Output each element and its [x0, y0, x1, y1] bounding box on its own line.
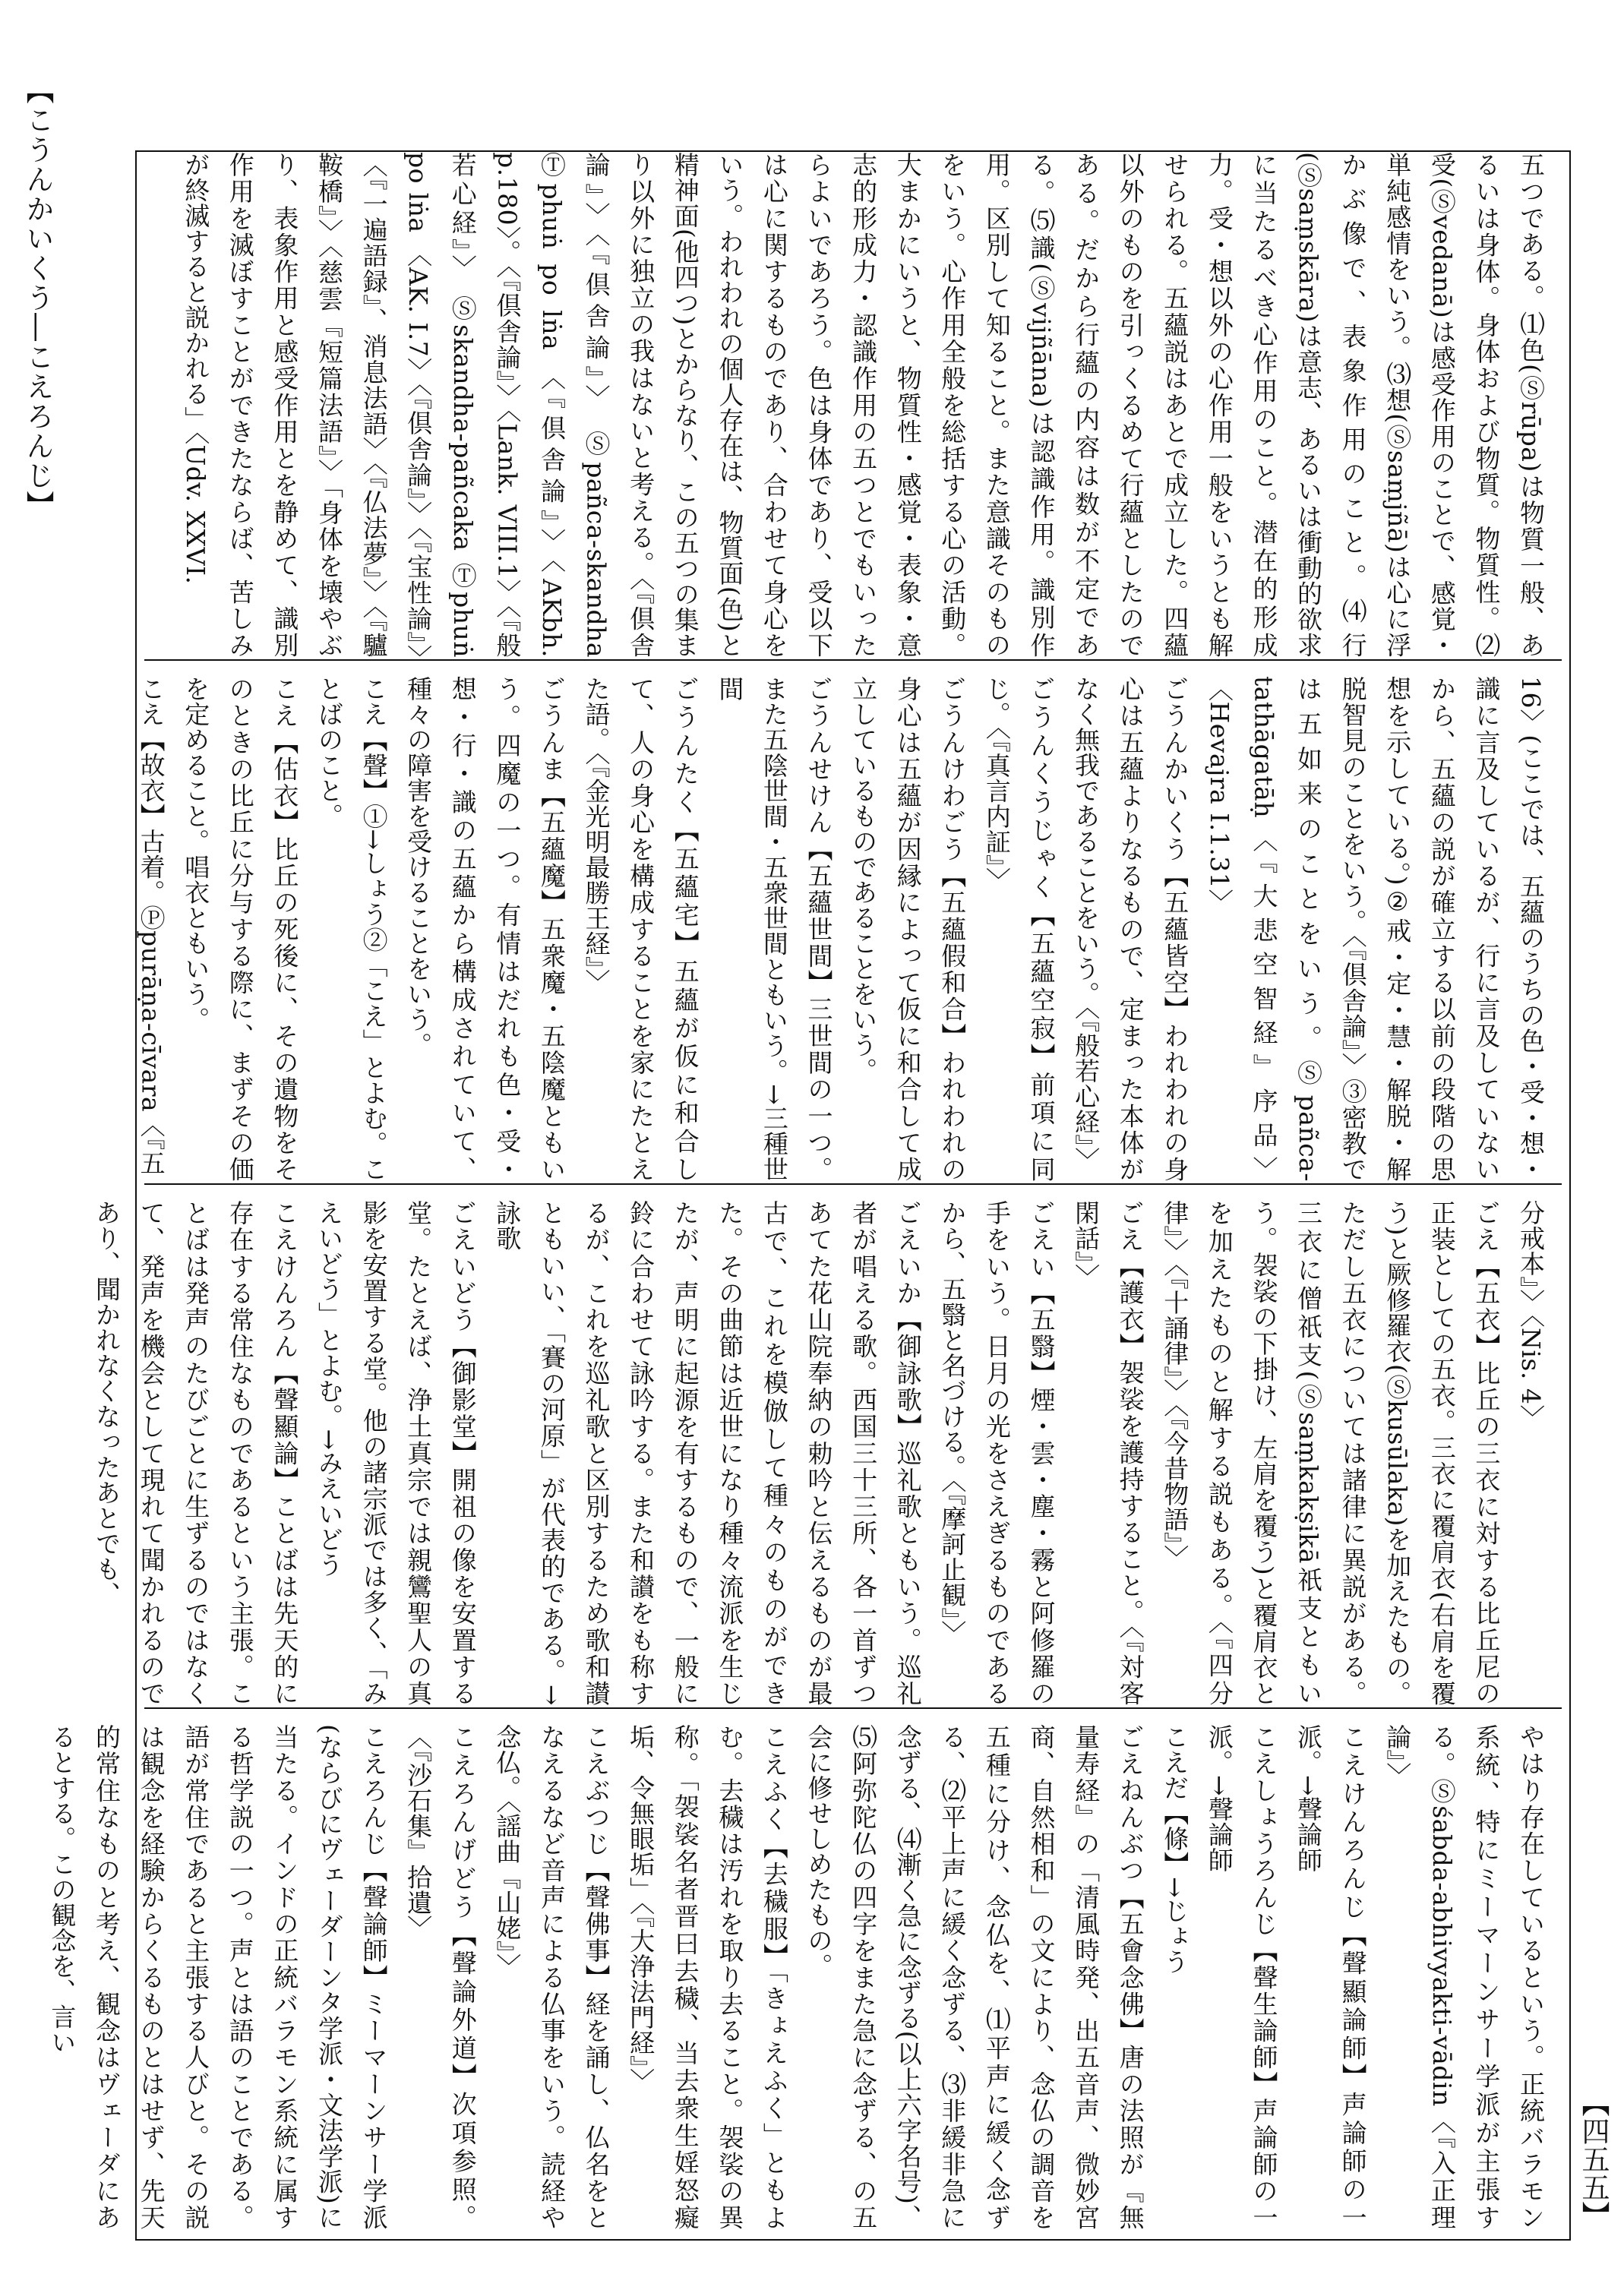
entry-text: 16〉(ここでは、五蘊のうちの色・受・想・識に言及しているが、行に言及していないから、五蘊の説が確立する以前の段階の思想を示している。)②戒・定・慧・解脱・解脱智見のことをいう。〈『倶舎論』〉③密教では五如来のことをいう。Ⓢpañca-tathāgatāḥ〈『大悲空智経』序品〉〈Hevajra I.1.31〉	[1204, 676, 1546, 1182]
dictionary-entry: ごうんくうじゃく【五蘊空寂】前項に同じ。〈『真言内証』〉	[981, 676, 1057, 1182]
dictionary-entry: ごえ【護衣】袈裟を護持すること。〈『対客閑話』〉	[1071, 1200, 1145, 1706]
dictionary-entry: こえけんろんじ【聲顯論師】声論師の一派。→聲論師	[1294, 1724, 1368, 2230]
dictionary-entry: こえ【故衣】古着。Ⓟpurāṇa-cīvara〈『五	[136, 676, 166, 1176]
dictionary-entry: ごえ【五衣】比丘の三衣に対する比丘尼の正装としての五衣。三衣に覆肩衣(右肩を覆う)と厥修羅衣(Ⓢkusūlaka)を加えたもの。ただし五衣については諸律に異説がある。三衣に僧祇支(Ⓢsaṃkakṣikā祇支ともいう。袈裟の下掛け、左肩を覆う)と覆肩衣とを加えたものと解する説もある。〈『四分律』〉〈『十誦律』〉〈『今昔物語』〉	[1160, 1200, 1502, 1706]
dictionary-entry: ごえいか【御詠歌】巡礼歌ともいう。巡礼者が唱える歌。西国三十三所、各一首ずつあてた花山院奉納の勅吟と伝えるものが最古で、これを模倣して種々のものができた。その曲節は近世になり種々流派を生じたが、声明に起源を有するもので、一般に鈴に合わせて詠吟する。また和讃をも称するが、これを巡礼歌と区別するため歌和讃ともいい、「賽の河原」が代表的である。→詠歌	[492, 1200, 923, 1706]
tier-4	[47, 1724, 1569, 2230]
dictionary-entry: こえろんじ【聲論師】ミーマーンサー学派(ならびにヴェーダーンタ学派・文法学派)に当たる。インドの正統バラモン系統に属する哲学説の一つ。声とは語のことである。語が常住であると主張する人びと。その説は観念を経験からくるものとはせず、先天的常住なものと考え、観念はヴェーダにあるとする。この観念を、言い	[47, 1724, 389, 2230]
dictionary-entry: ごうんせけん【五蘊世間】三世間の一つ。また五陰世間・五衆世間ともいう。→三種世間	[715, 676, 834, 1182]
page-frame	[47, 150, 1571, 2241]
entry-text: やはり存在しているという。正統バラモン系統、特にミーマーンサー学派が主張する。Ⓢśabda-abhivyakti-vādin〈『入正理論』〉	[1382, 1724, 1546, 2230]
dictionary-entry: こえしょうろんじ【聲生論師】声論師の一派。→聲論師	[1204, 1724, 1279, 2230]
dictionary-entry: こえろんげどう【聲論外道】次項参照。〈『沙石集』拾遺〉	[403, 1724, 478, 2230]
dictionary-entry: こえ【估衣】比丘の死後に、その遺物をそのときの比丘に分与する際に、まずその価を定めること。唱衣ともいう。	[181, 676, 300, 1182]
tier-1	[137, 152, 1569, 658]
dictionary-entry: こえけんろん【聲顯論】ことばは先天的に存在する常住なものであるという主張。ことばは発声のたびごとに生ずるのではなくて、発声を機会として現れて聞かれるのであり、聞かれなくなったあとでも、	[92, 1200, 300, 1706]
dictionary-entry: ごうんたく【五蘊宅】五蘊が仮に和合して、人の身心を構成することを家にたとえた語。〈『金光明最勝王経』〉	[581, 676, 700, 1182]
entry-text: 分戒本』〉〈Nis. 4〉	[1516, 1200, 1546, 1430]
dictionary-entry: ごうんけわごう【五蘊假和合】われわれの身心は五蘊が因縁によって仮に和合して成立しているものであることをいう。	[848, 676, 968, 1182]
dictionary-entry: ごうんかいくう【五蘊皆空】われわれの身心は五蘊よりなるもので、定まった本体がなく無我であることをいう。〈『般若心経』〉	[1071, 676, 1190, 1182]
tier-2	[137, 676, 1569, 1182]
tier-divider	[144, 1183, 1562, 1185]
entry-text: 五つである。⑴色(Ⓢrūpa)は物質一般、あるいは身体。身体および物質。物質性。⑵受(Ⓢvedanā)は感受作用のことで、感覚・単純感情をいう。⑶想(Ⓢsaṃjñā)は心に浮かぶ像で、表象作用のこと。⑷行(Ⓢsaṃskāra)は意志、あるいは衝動的欲求に当たるべき心作用のこと。潜在的形成力。受・想以外の心作用一般をいうとも解せられる。五蘊説はあとで成立した。四蘊以外のものを引っくるめて行蘊としたのである。だから行蘊の内容は数が不定である。⑸識(Ⓢvijñāna)は認識作用。識別作用。区別して知ること。また意識そのものをいう。心作用全般を総括する心の活動。大まかにいうと、物質性・感覚・表象・意志的形成力・認識作用の五つとでもいったらよいであろう。色は身体であり、受以下は心に関するものであり、合わせて身心をいう。われわれの個人存在は、物質面(色)と精神面(他四つ)とからなり、この五つの集まり以外に独立の我はないと考える。〈『倶舎論』〉〈『倶舎論』〉 Ⓢpañca-skandha Ⓣphuṅ po lṅa 〈『倶舎論』〉〈AKbh. p.180〉。〈『倶舎論』〉〈Lank. VIII.1〉〈『般若心経』〉 Ⓢskandha-pañcaka Ⓣphuṅ po lṅa 〈AK. I.7〉〈『倶舎論』〉〈『宝性論』〉〈『一遍語録』、消息法語〉〈『仏法夢』〉〈『驢鞍橋』〉〈慈雲『短篇法語』〉「身体を壊やぶり、表象作用と感受作用とを静めて、識別作用を滅ぼすことができたならば、苦しみが終滅すると説かれる」〈Udv. XXVI.	[181, 152, 1546, 658]
dictionary-entry: ごえねんぶつ【五會念佛】唐の法照が『無量寿経』の「清風時発、出五音声、微妙宮商、自然相和」の文により、念仏の調音を五種に分け、念仏を、⑴平声に緩く念ずる、⑵平上声に緩く念ずる、⑶非緩非急に念ずる、⑷漸く急に念ずる(以上六字名号)、⑸阿弥陀仏の四字をまた急に念ずる、の五会に修せしめたもの。	[804, 1724, 1145, 2230]
dictionary-entry: こえ【聲】①→しょう②「こえ」とよむ。ことばのこと。	[314, 676, 389, 1182]
dictionary-entry: ごえいどう【御影堂】開祖の像を安置する堂。たとえば、浄土真宗では親鸞聖人の真影を安置する堂。他の諸宗派では多く、「みえいどう」とよむ。→みえいどう	[314, 1200, 478, 1707]
dictionary-entry: こえふく【去穢服】「きょえふく」ともよむ。去穢は汚れを取り去ること。袈裟の異称。「袈裟名者晋曰去穢、当去衆生婬怒癡垢、令無眼垢」〈『大浄法門経』〉	[626, 1724, 789, 2230]
tier-3	[92, 1200, 1569, 1707]
page-number: 【四五五】	[1577, 2089, 1610, 2229]
dictionary-entry: ごうんま【五蘊魔】五衆魔・五陰魔ともいう。四魔の一つ。有情はだれも色・受・想・行・識の五蘊から構成されていて、種々の障害を受けることをいう。	[403, 676, 567, 1182]
dictionary-entry: ごえい【五翳】煙・雲・塵・霧と阿修羅の手をいう。日月の光をさえぎるものであるから、五翳と名づける。〈『摩訶止観』〉	[937, 1200, 1057, 1706]
dictionary-entry: こえぶつじ【聲佛事】経を誦し、仏名をとなえるなど音声による仏事をいう。読経や念仏。〈謡曲『山姥』〉	[492, 1724, 611, 2230]
tier-divider	[144, 1707, 1562, 1709]
dictionary-entry: こえだ【條】→じょう	[1160, 1724, 1190, 1975]
tier-divider	[144, 659, 1562, 661]
running-title: 【こうんかいくう―こえろんじ】	[21, 76, 54, 520]
